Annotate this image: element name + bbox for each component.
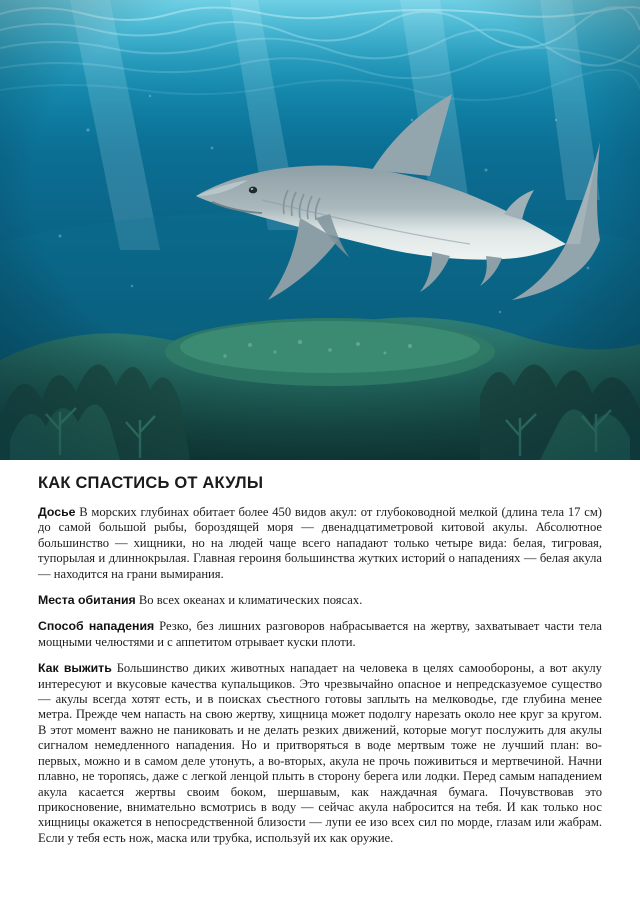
paragraph-text-dossier: В морских глубинах обитает более 450 видов акул: от глубоководной мелкой (длина тела 17 см) до самой большой рыбы, бороздящей моря — двенадцатиметровой китовой акулы. Абсолютное большинство — хищники, но на людей чаще всего нападают только четыре вида: белая, тигровая, тупорылая и длиннокрылая. Главная героиня большинства жутких историй о нападениях — белая акула — находится на грани вымирания. <box>38 505 602 581</box>
paragraph-dossier <box>38 505 602 582</box>
paragraph-attack-method <box>38 619 602 650</box>
paragraph-label-habitat: Места обитания <box>38 593 136 608</box>
paragraph-label-survival: Как выжить <box>38 661 112 676</box>
paragraph-text-habitat: Во всех океанах и климатических поясах. <box>135 593 363 608</box>
article-body <box>0 460 640 867</box>
paragraph-text-survival: Большинство диких животных нападает на человека в целях самообороны, а вот акулу интересуют и вкусовые качества купальщиков. Это чрезвычайно опасное и непредсказуемое существо — акулы всегда хотят есть, и в поисках съестного готовы заплыть на мелководье, где глубина менее метра. Прежде чем напасть на свою жертву, хищница может подолгу нарезать около нее круг за кругом. В этот момент важно не паниковать и не делать резких движений, которые могут послужить для акулы сигналом немедленного нападения. Но и притворяться в воде мертвым тоже не лучший план: во-первых, можно и в самом деле утонуть, а во-вторых, акула не прочь поживиться и мертвечиной. Начни плавно, не торопясь, даже с легкой ленцой плыть в сторону берега или лодки. Перед самым нападением акула касается жертвы своим боком, шершавым, как наждачная бумага. Почувствовав это прикосновение, внимательно всмотрись в воду — сейчас акула набросится на тебя. И как только нос хищницы окажется в непосредственной близости — лупи ее изо всех сил по морде, глазам или жабрам. Если у тебя есть нож, маска или трубка, используй их как оружие. <box>38 661 602 845</box>
paragraph-survival <box>38 661 602 846</box>
paragraph-habitat <box>38 593 602 608</box>
paragraph-label-dossier: Досье <box>38 505 76 519</box>
paragraph-text-attack-method: Резко, без лишних разговоров набрасывается на жертву, захватывает части тела мощными челюстями и с аппетитом отрывает куски плоти. <box>38 619 603 649</box>
paragraph-label-attack-method: Способ нападения <box>38 619 155 634</box>
page-title: КАК СПАСТИСЬ ОТ АКУЛЫ <box>38 474 264 492</box>
